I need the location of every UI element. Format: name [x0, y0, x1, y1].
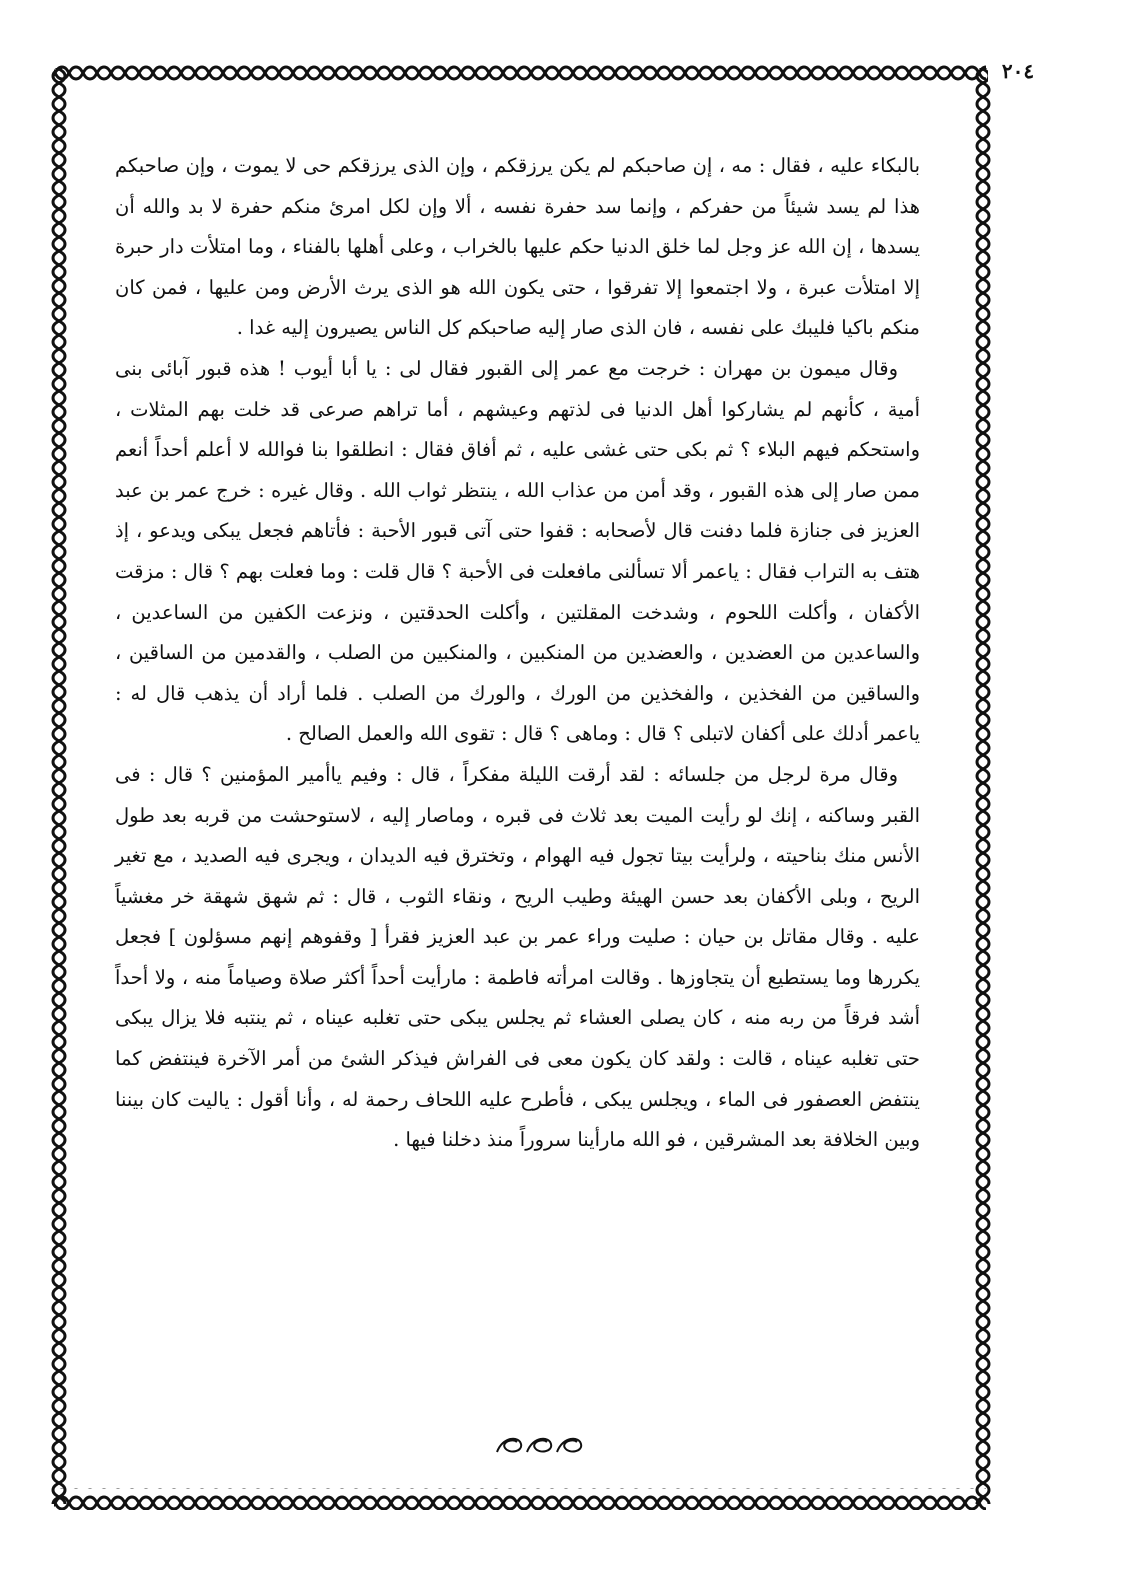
paragraph: بالبكاء عليه ، فقال : مه ، إن صاحبكم لم يكن يرزقكم ، وإن الذى يرزقكم حى لا يموت ، وإن صاحبكم هذا لم يسد شيئاً من حفركم ، وإنما سد حفرة نفسه ، ألا وإن لكل امرئ منكم حفرة لا بد والله أن يسدها ، إن الله عز وجل لما خلق الدنيا حكم عليها بالخراب ، وعلى أهلها بالفناء ، وما امتلأت دار حبرة إلا امتلأت عبرة ، ولا اجتمعوا إلا تفرقوا ، حتى يكون الله هو الذى يرث الأرض ومن عليها ، فمن كان منكم باكيا فليبك على نفسه ، فان الذى صار إليه صاحبكم كل الناس يصيرون إليه غدا .	[115, 154, 920, 340]
body-text	[115, 146, 920, 1161]
paragraph: وقال مرة لرجل من جلسائه : لقد أرقت الليلة مفكراً ، قال : وفيم ياأمير المؤمنين ؟ قال : فى القبر وساكنه ، إنك لو رأيت الميت بعد ثلاث فى قبره ، وماصار إليه ، لاستوحشت من قربه بعد طول الأنس منك بناحيته ، ولرأيت بيتا تجول فيه الهوام ، وتخترق فيه الديدان ، ويجرى فيه الصديد ، مع تغير الريح ، وبلى الأكفان بعد حسن الهيئة وطيب الريح ، ونقاء الثوب ، قال : ثم شهق شهقة خر مغشياً عليه . وقال مقاتل بن حيان : صليت وراء عمر بن عبد العزيز فقرأ [ وقفوهم إنهم مسؤلون ] فجعل يكررها وما يستطيع أن يتجاوزها . وقالت امرأته فاطمة : مارأيت أحداً أكثر صلاة وصياماً منه ، ولا أحداً أشد فرقاً من ربه منه ، كان يصلى العشاء ثم يجلس يبكى حتى تغلبه عيناه ، ثم ينتبه فلا يزال يبكى حتى تغلبه عيناه ، قالت : ولقد كان يكون معى فى الفراش فيذكر الشئ من أمر الآخرة فينتفض كما ينتفض العصفور فى الماء ، ويجلس يبكى ، فأطرح عليه اللحاف رحمة له ، وأنا أقول : ياليت كان بيننا وبين الخلافة بعد المشرقين ، فو الله مارأينا سروراً منذ دخلنا فيها .	[115, 762, 920, 1152]
end-ornament-icon	[493, 1432, 585, 1458]
paragraph: وقال ميمون بن مهران : خرجت مع عمر إلى القبور فقال لى : يا أبا أيوب ! هذه قبور آبائى بنى أمية ، كأنهم لم يشاركوا أهل الدنيا فى لذتهم وعيشهم ، أما تراهم صرعى قد خلت بهم المثلات ، واستحكم فيهم البلاء ؟ ثم بكى حتى غشى عليه ، ثم أفاق فقال : انطلقوا بنا فوالله لا أعلم أحداً أنعم ممن صار إلى هذه القبور ، وقد أمن من عذاب الله ، ينتظر ثواب الله . وقال غيره : خرج عمر بن عبد العزيز فى جنازة فلما دفنت قال لأصحابه : قفوا حتى آتى قبور الأحبة : فأتاهم فجعل يبكى ويدعو ، إذ هتف به التراب فقال : ياعمر ألا تسألنى مافعلت فى الأحبة ؟ قال قلت : وما فعلت بهم ؟ قال : مزقت الأكفان ، وأكلت اللحوم ، وشدخت المقلتين ، وأكلت الحدقتين ، ونزعت الكفين من الساعدين ، والساعدين من العضدين ، والعضدين من المنكبين ، والمنكبين من الصلب ، والقدمين من الساقين ، والساقين من الفخذين ، والفخذين من الورك ، والورك من الصلب . فلما أراد أن يذهب قال له : ياعمر أدلك على أكفان لاتبلى ؟ قال : وماهى ؟ قال : تقوى الله والعمل الصالح .	[115, 356, 920, 746]
page-number: ٢٠٤	[988, 60, 1048, 82]
